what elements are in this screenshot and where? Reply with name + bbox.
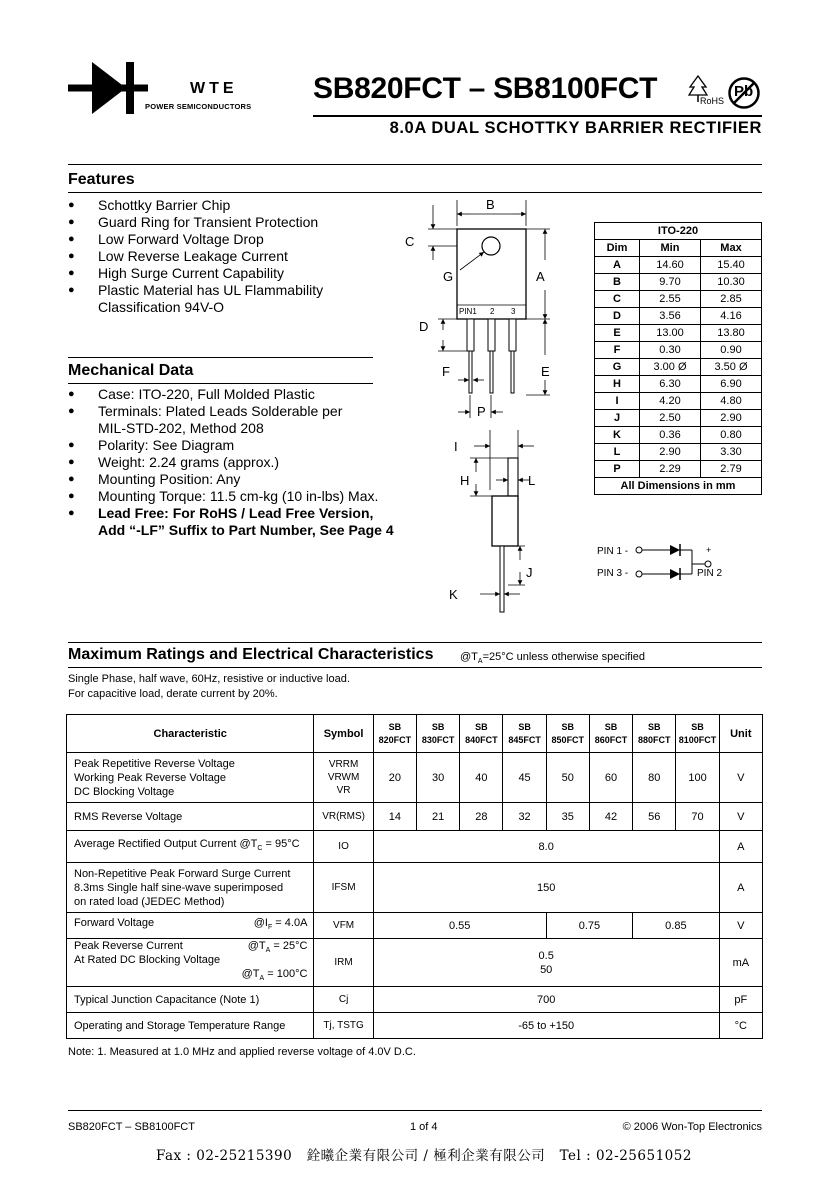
dim-row — [595, 342, 762, 359]
dim-row — [595, 257, 762, 274]
fax-tel-line: Fax : 02-25215390 銓曦企業有限公司 / 極利企業有限公司 Tel : 02-25651052 — [156, 1148, 692, 1164]
val-vrms-1: 21 — [416, 803, 459, 831]
row-io — [67, 831, 763, 863]
lead-free-item: ● Lead Free: For RoHS / Lead Free Version, Add “-LF” Suffix to Part Number, See Page 4 — [68, 505, 408, 539]
val-vrrm-5: 60 — [589, 753, 632, 803]
val-vrrm-2: 40 — [460, 753, 503, 803]
header-part-4: SB 850FCT — [546, 715, 589, 753]
val-vfm-1: 0.55 — [373, 913, 546, 939]
sym-tj: Tj, TSTG — [314, 1013, 373, 1039]
list-item: ● Low Forward Voltage Drop — [68, 231, 388, 248]
header-unit: Unit — [719, 715, 762, 753]
dim-max: 3.30 — [701, 444, 762, 461]
dim-letter: G — [595, 359, 640, 376]
val-vrms-0: 14 — [373, 803, 416, 831]
dim-letter: J — [595, 410, 640, 427]
sym-vrrm: VRRM VRWM VR — [314, 753, 373, 803]
ratings-rule — [68, 667, 762, 668]
dim-max: 4.80 — [701, 393, 762, 410]
val-vfm-3: 0.85 — [633, 913, 719, 939]
dim-letter: A — [595, 257, 640, 274]
footer-copyright: © 2006 Won-Top Electronics — [622, 1121, 762, 1133]
val-vrms-5: 42 — [589, 803, 632, 831]
sym-irm: IRM — [314, 939, 373, 987]
header-part-7: SB 8100FCT — [676, 715, 719, 753]
rohs-label: RoHS — [700, 96, 725, 106]
dim-label-i: I — [454, 439, 458, 454]
row-cj — [67, 987, 763, 1013]
dim-min: 13.00 — [640, 325, 701, 342]
footer-part-range: SB820FCT – SB8100FCT — [68, 1121, 195, 1133]
brand-name: WTE — [190, 80, 238, 97]
pin-label-3: 3 — [511, 307, 516, 316]
dim-max: 2.79 — [701, 461, 762, 478]
header-part-3: SB 845FCT — [503, 715, 546, 753]
schematic-pin3-label: PIN 3 - — [597, 568, 629, 579]
ratings-note-2: For capacitive load, derate current by 20%. — [68, 688, 278, 700]
row-irm — [67, 939, 763, 987]
dim-letter: D — [595, 308, 640, 325]
val-tj: -65 to +150 — [373, 1013, 719, 1039]
footer-rule — [68, 1110, 762, 1111]
list-item: ● Mounting Torque: 11.5 cm-kg (10 in-lbs) Max. — [68, 488, 408, 505]
dim-label-l: L — [528, 473, 536, 488]
dim-letter: F — [595, 342, 640, 359]
sym-vrms: VR(RMS) — [314, 803, 373, 831]
dim-min: 9.70 — [640, 274, 701, 291]
dim-header-dim: Dim — [595, 240, 640, 257]
dim-row — [595, 376, 762, 393]
schematic-pin1-label: PIN 1 - — [597, 546, 629, 557]
dim-max: 0.80 — [701, 427, 762, 444]
brand-subtitle: POWER SEMICONDUCTORS — [145, 102, 252, 111]
header-part-2: SB 840FCT — [460, 715, 503, 753]
sym-cj: Cj — [314, 987, 373, 1013]
wte-logo-diode-icon — [68, 62, 150, 114]
header-characteristic: Characteristic — [67, 715, 314, 753]
features-title: Features — [68, 171, 135, 188]
dim-table-title: ITO-220 — [595, 223, 762, 240]
val-vrms-2: 28 — [460, 803, 503, 831]
dim-letter: P — [595, 461, 640, 478]
header-part-1: SB 830FCT — [416, 715, 459, 753]
list-item: ● Mounting Position: Any — [68, 471, 408, 488]
ratings-header-row — [67, 715, 763, 753]
footer-page-number: 1 of 4 — [410, 1121, 438, 1133]
dim-header-min: Min — [640, 240, 701, 257]
list-item: ● High Surge Current Capability — [68, 265, 388, 282]
list-item: ● Low Reverse Leakage Current — [68, 248, 388, 265]
char-cj: Typical Junction Capacitance (Note 1) — [67, 987, 314, 1013]
ratings-condition: $@T_A=25^\circ C$ unless otherwise specified — [460, 651, 646, 666]
val-ifsm: 150 — [373, 863, 719, 913]
header-rule — [313, 115, 762, 117]
dim-letter: I — [595, 393, 640, 410]
dim-label-f: F — [442, 364, 450, 379]
unit-vrrm: V — [719, 753, 762, 803]
unit-vfm: V — [719, 913, 762, 939]
mechanical-rule-top — [68, 357, 373, 358]
dim-letter: C — [595, 291, 640, 308]
unit-ifsm: A — [719, 863, 762, 913]
dim-label-b: B — [486, 197, 495, 212]
dim-min: 0.30 — [640, 342, 701, 359]
dim-label-e: E — [541, 364, 550, 379]
val-vfm-2: 0.75 — [546, 913, 632, 939]
unit-irm: mA — [719, 939, 762, 987]
dim-max: 2.90 — [701, 410, 762, 427]
dim-label-c: C — [405, 234, 415, 249]
dim-max: 3.50 Ø — [701, 359, 762, 376]
dim-row — [595, 444, 762, 461]
pb-label: Pb — [734, 83, 754, 100]
dim-min: 2.29 — [640, 461, 701, 478]
dim-row — [595, 291, 762, 308]
dim-row — [595, 461, 762, 478]
char-io: Average Rectified Output Current $@T_C = 95^\circ C$ — [67, 831, 314, 863]
dim-max: 2.85 — [701, 291, 762, 308]
dim-label-p: P — [477, 404, 486, 419]
val-vrrm-3: 45 — [503, 753, 546, 803]
dim-label-h: H — [460, 473, 470, 488]
ratings-note-1: Single Phase, half wave, 60Hz, resistive or inductive load. — [68, 673, 350, 685]
dim-letter: E — [595, 325, 640, 342]
dim-label-a: A — [536, 269, 545, 284]
val-vrrm-0: 20 — [373, 753, 416, 803]
header-part-0: SB 820FCT — [373, 715, 416, 753]
dim-row — [595, 359, 762, 376]
dim-letter: B — [595, 274, 640, 291]
dim-min: 14.60 — [640, 257, 701, 274]
dim-min: 3.00 Ø — [640, 359, 701, 376]
dim-label-j: J — [526, 565, 533, 580]
list-item: ● Schottky Barrier Chip — [68, 197, 388, 214]
dim-label-k: K — [449, 587, 458, 602]
page-title: SB820FCT – SB8100FCT — [313, 72, 658, 105]
ratings-title: Maximum Ratings and Electrical Characteristics — [68, 646, 434, 663]
dim-max: 4.16 — [701, 308, 762, 325]
val-vrms-3: 32 — [503, 803, 546, 831]
pin-label-2: 2 — [490, 307, 495, 316]
dim-min: 6.30 — [640, 376, 701, 393]
list-item: ● Plastic Material has UL Flammability Classification 94V-O — [68, 282, 388, 316]
dim-row — [595, 325, 762, 342]
page-subtitle: 8.0A DUAL SCHOTTKY BARRIER RECTIFIER — [389, 119, 762, 137]
row-vrrm — [67, 753, 763, 803]
char-tj: Operating and Storage Temperature Range — [67, 1013, 314, 1039]
char-vrms: RMS Reverse Voltage — [67, 803, 314, 831]
mechanical-rule — [68, 383, 373, 384]
unit-tj: °C — [719, 1013, 762, 1039]
ratings-table — [66, 714, 763, 1039]
package-outline-diagram — [400, 190, 590, 620]
dim-min: 4.20 — [640, 393, 701, 410]
list-item: ● Polarity: See Diagram — [68, 437, 408, 454]
row-ifsm — [67, 863, 763, 913]
val-vrms-6: 56 — [633, 803, 676, 831]
dim-row — [595, 393, 762, 410]
header-part-5: SB 860FCT — [589, 715, 632, 753]
list-item: ● Terminals: Plated Leads Solderable per MIL-STD-202, Method 208 — [68, 403, 408, 437]
list-item: ● Guard Ring for Transient Protection — [68, 214, 388, 231]
schematic-plus-label: + — [706, 545, 712, 555]
dim-min: 2.55 — [640, 291, 701, 308]
dim-row — [595, 274, 762, 291]
dim-letter: K — [595, 427, 640, 444]
dim-label-g: G — [443, 269, 454, 284]
char-irm: Peak Reverse Current $@T_A = 25^\circ C$ At Rated DC Blocking Voltage $@T_A = 100^\circ C$ — [67, 939, 314, 987]
footnote: Note: 1. Measured at 1.0 MHz and applied reverse voltage of 4.0V D.C. — [68, 1046, 416, 1058]
list-item: ● Case: ITO-220, Full Molded Plastic — [68, 386, 408, 403]
sym-io: IO — [314, 831, 373, 863]
header-part-6: SB 880FCT — [633, 715, 676, 753]
dim-min: 2.50 — [640, 410, 701, 427]
dim-max: 10.30 — [701, 274, 762, 291]
pin-label-1: PIN1 — [459, 307, 477, 316]
row-vfm — [67, 913, 763, 939]
dim-min: 2.90 — [640, 444, 701, 461]
dim-min: 3.56 — [640, 308, 701, 325]
char-ifsm: Non-Repetitive Peak Forward Surge Current 8.3ms Single half sine-wave superimposed on rated load (JEDEC Method) — [67, 863, 314, 913]
char-vrrm: Peak Repetitive Reverse Voltage Working Peak Reverse Voltage DC Blocking Voltage — [67, 753, 314, 803]
row-tj — [67, 1013, 763, 1039]
val-vrms-4: 35 — [546, 803, 589, 831]
dim-max: 0.90 — [701, 342, 762, 359]
schematic-pin2-label: PIN 2 — [697, 568, 723, 579]
dim-label-d: D — [419, 319, 429, 334]
val-vrrm-7: 100 — [676, 753, 719, 803]
sym-vfm: VFM — [314, 913, 373, 939]
dim-row — [595, 308, 762, 325]
dim-min: 0.36 — [640, 427, 701, 444]
dim-header-max: Max — [701, 240, 762, 257]
unit-cj: pF — [719, 987, 762, 1013]
dim-row — [595, 410, 762, 427]
dimension-table — [594, 222, 762, 495]
val-irm: 0.5 50 — [373, 939, 719, 987]
val-vrrm-4: 50 — [546, 753, 589, 803]
dim-table-footer: All Dimensions in mm — [595, 478, 762, 495]
val-vrms-7: 70 — [676, 803, 719, 831]
val-io: 8.0 — [373, 831, 719, 863]
list-item: ● Weight: 2.24 grams (approx.) — [68, 454, 408, 471]
dim-row — [595, 427, 762, 444]
unit-io: A — [719, 831, 762, 863]
header-symbol: Symbol — [314, 715, 373, 753]
unit-vrms: V — [719, 803, 762, 831]
char-vfm: Forward Voltage $@I_F = 4.0A$ — [67, 913, 314, 939]
val-cj: 700 — [373, 987, 719, 1013]
header-rule-2 — [68, 164, 762, 165]
dim-letter: L — [595, 444, 640, 461]
mechanical-title: Mechanical Data — [68, 362, 194, 379]
val-vrrm-1: 30 — [416, 753, 459, 803]
dim-max: 13.80 — [701, 325, 762, 342]
val-vrrm-6: 80 — [633, 753, 676, 803]
sym-ifsm: IFSM — [314, 863, 373, 913]
dim-max: 6.90 — [701, 376, 762, 393]
dim-letter: H — [595, 376, 640, 393]
dim-max: 15.40 — [701, 257, 762, 274]
row-vrms — [67, 803, 763, 831]
features-list — [68, 197, 388, 316]
mechanical-list — [68, 386, 408, 539]
ratings-rule-top — [68, 642, 762, 643]
